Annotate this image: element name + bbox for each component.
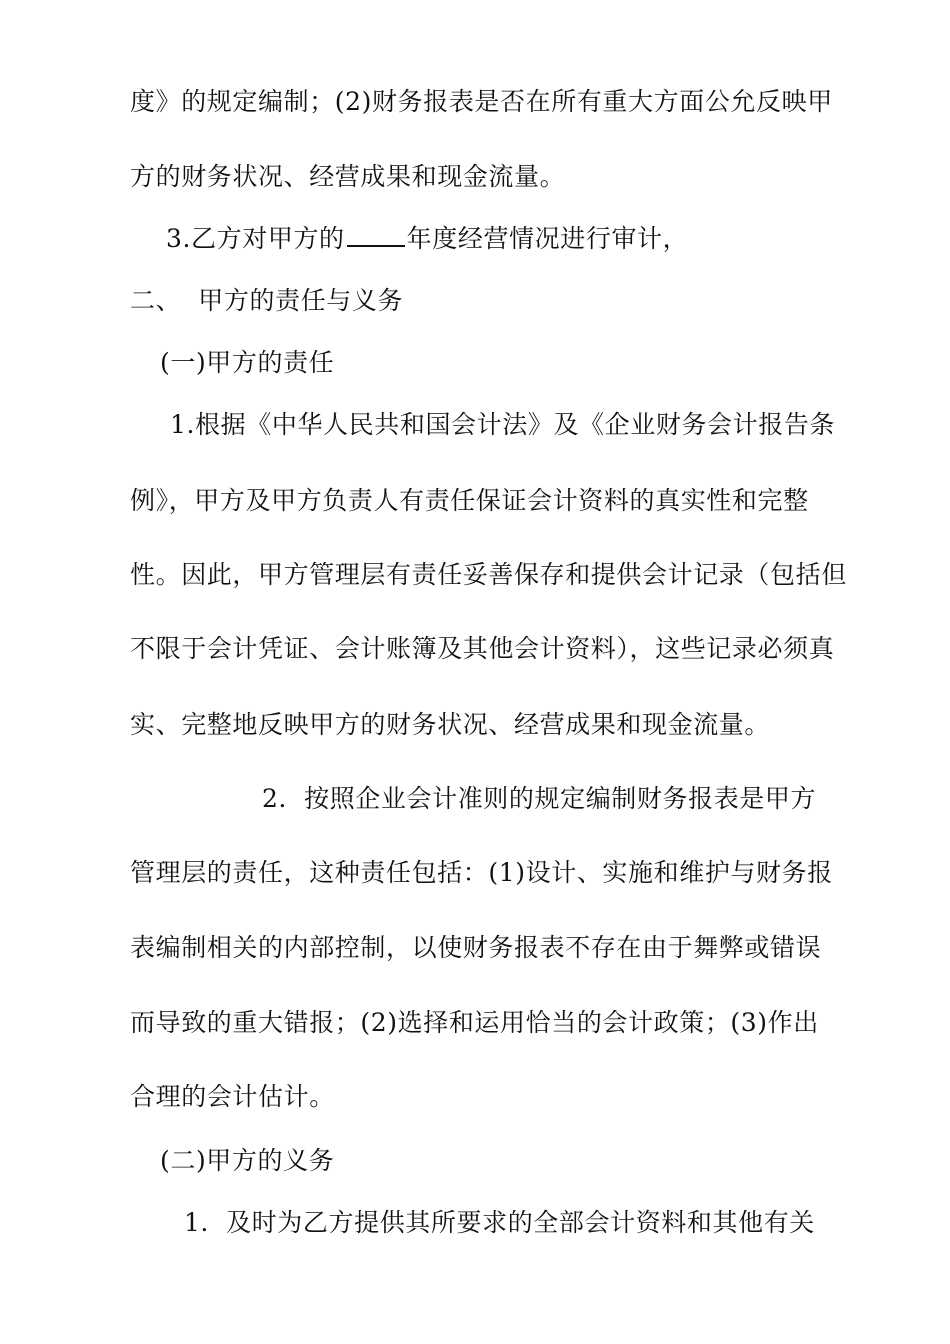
clause-3-lead: 3.乙方对甲方的	[166, 224, 345, 253]
year-blank	[347, 223, 405, 247]
body-line-6: 1.根据《中华人民共和国会计法》及《企业财务会计报告条	[170, 410, 836, 439]
body-line-7: 例》，甲方及甲方负责人有责任保证会计资料的真实性和完整	[130, 486, 809, 515]
body-line-12: 管理层的责任，这种责任包括：(1)设计、实施和维护与财务报	[130, 858, 833, 887]
body-line-13: 表编制相关的内部控制，以使财务报表不存在由于舞弊或错误	[130, 933, 822, 962]
body-line-14: 而导致的重大错报；(2)选择和运用恰当的会计政策；(3)作出	[130, 1008, 819, 1037]
body-line-10: 实、完整地反映甲方的财务状况、经营成果和现金流量。	[130, 710, 771, 739]
body-line-11: 2．按照企业会计准则的规定编制财务报表是甲方	[262, 784, 817, 813]
body-line-9: 不限于会计凭证、会计账簿及其他会计资料），这些记录必须真	[130, 634, 835, 663]
body-line-15: 合理的会计估计。	[130, 1082, 335, 1111]
subsection-heading-1: (一)甲方的责任	[160, 348, 335, 377]
subsection-heading-2: (二)甲方的义务	[160, 1146, 335, 1175]
body-line-8: 性。因此，甲方管理层有责任妥善保存和提供会计记录（包括但	[130, 560, 847, 589]
body-line-1: 度》的规定编制；(2)财务报表是否在所有重大方面公允反映甲	[130, 87, 833, 116]
clause-3-line	[166, 222, 866, 256]
body-line-2: 方的财务状况、经营成果和现金流量。	[130, 162, 566, 191]
clause-3-rest: 年度经营情况进行审计，	[406, 224, 689, 253]
body-line-17: 1．及时为乙方提供其所要求的全部会计资料和其他有关	[184, 1208, 815, 1237]
section-heading: 二、 甲方的责任与义务	[130, 286, 404, 315]
